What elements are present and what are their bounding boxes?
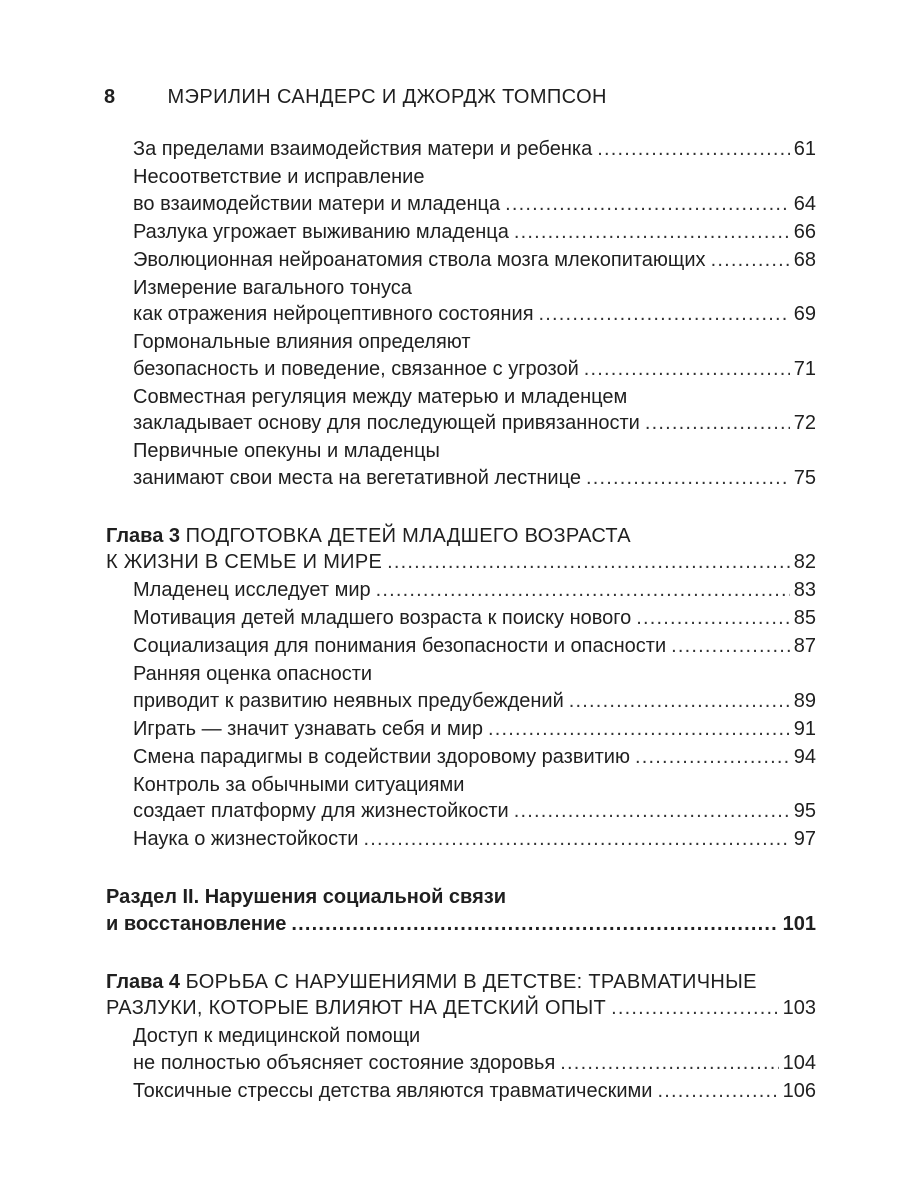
toc-title-line: создает платформу для жизнестойкости xyxy=(133,800,509,822)
toc-line xyxy=(133,826,816,853)
toc-title-line: Раздел II. Нарушения социальной связи xyxy=(106,886,506,908)
toc-page-number: 72 xyxy=(793,412,816,434)
toc-title-text xyxy=(133,277,412,299)
toc-entry[interactable] xyxy=(106,577,816,604)
toc-entry[interactable] xyxy=(106,438,816,491)
dot-leader xyxy=(488,716,790,743)
toc-title-text xyxy=(133,331,471,353)
toc-line xyxy=(133,438,816,465)
dot-leader xyxy=(611,995,779,1022)
toc-line xyxy=(133,136,816,163)
toc-title-text xyxy=(133,744,630,771)
toc-line xyxy=(133,329,816,356)
toc-title-text xyxy=(106,886,506,908)
dot-leader xyxy=(586,465,790,492)
toc-title-line: безопасность и поведение, связанное с угрозой xyxy=(133,357,579,380)
toc-spacer xyxy=(106,854,816,884)
toc-title-text xyxy=(133,1078,652,1105)
toc-title-line: Разлука угрожает выживанию младенца xyxy=(133,220,509,243)
toc-title-line: как отражения нейроцептивного состояния xyxy=(133,303,534,325)
toc-page-number: 68 xyxy=(793,248,816,271)
toc-line xyxy=(133,164,816,191)
toc-entry[interactable] xyxy=(106,744,816,771)
toc-line xyxy=(106,549,816,576)
table-of-contents xyxy=(106,136,816,1106)
toc-line xyxy=(133,275,816,302)
toc-title-line: Эволюционная нейроанатомия ствола мозга млекопитающих xyxy=(133,248,706,271)
toc-title-text xyxy=(133,166,424,188)
toc-title-text xyxy=(133,356,579,383)
toc-title-line: закладывает основу для последующей привязанности xyxy=(133,412,640,434)
dot-leader xyxy=(645,410,790,437)
toc-line xyxy=(133,744,816,771)
toc-page-number: 66 xyxy=(793,220,816,243)
toc-title-line: Токсичные стрессы детства являются травматическими xyxy=(133,1079,653,1102)
toc-entry[interactable] xyxy=(106,1078,816,1105)
toc-entry[interactable] xyxy=(106,633,816,660)
toc-line xyxy=(133,1023,816,1050)
toc-line xyxy=(133,356,816,383)
toc-title-text xyxy=(133,301,534,328)
toc-title-text xyxy=(106,549,382,576)
toc-line xyxy=(106,523,816,550)
dot-leader xyxy=(539,301,790,328)
toc-page-number: 64 xyxy=(793,192,816,215)
toc-page-number: 97 xyxy=(793,828,816,850)
toc-line xyxy=(133,465,816,492)
toc-title-line: Младенец исследует мир xyxy=(133,579,371,601)
toc-title-line: Измерение вагального тонуса xyxy=(133,276,412,299)
toc-line xyxy=(133,1050,816,1077)
toc-title-text xyxy=(133,663,372,685)
running-header xyxy=(104,86,607,109)
toc-line xyxy=(133,191,816,218)
dot-leader xyxy=(671,633,790,660)
toc-spacer xyxy=(106,493,816,523)
toc-line xyxy=(133,301,816,328)
toc-title-line: Доступ к медицинской помощи xyxy=(133,1025,421,1047)
toc-page-number: 71 xyxy=(793,357,816,380)
toc-page-number: 75 xyxy=(793,466,816,489)
toc-title-line: Совместная регуляция между матерью и младенцем xyxy=(133,385,628,408)
toc-page-number: 85 xyxy=(793,607,816,629)
toc-entry[interactable] xyxy=(106,826,816,853)
toc-title-text xyxy=(133,136,592,163)
toc-line xyxy=(106,969,816,996)
toc-line xyxy=(133,661,816,688)
toc-page-number: 104 xyxy=(782,1051,816,1074)
dot-leader xyxy=(635,744,790,771)
toc-entry[interactable] xyxy=(106,136,816,163)
toc-line xyxy=(106,995,816,1022)
toc-title-text xyxy=(106,525,631,547)
toc-page-number: 106 xyxy=(782,1079,816,1102)
dot-leader xyxy=(291,911,778,938)
toc-title-text xyxy=(133,633,666,660)
toc-chapter[interactable] xyxy=(106,523,816,576)
toc-line xyxy=(133,1078,816,1105)
toc-title-line: Первичные опекуны и младенцы xyxy=(133,440,440,462)
toc-title-line: Мотивация детей младшего возраста к поиску нового xyxy=(133,607,632,629)
chapter-label: Глава 4 xyxy=(106,970,181,993)
toc-title-line: ПОДГОТОВКА ДЕТЕЙ МЛАДШЕГО ВОЗРАСТА xyxy=(185,524,631,547)
toc-page-number: 87 xyxy=(793,635,816,657)
toc-entry[interactable] xyxy=(106,275,816,328)
dot-leader xyxy=(657,1078,778,1105)
toc-title-text xyxy=(133,826,358,853)
toc-line xyxy=(133,772,816,799)
toc-title-line: не полностью объясняет состояние здоровья xyxy=(133,1051,556,1074)
toc-title-line: Играть — значит узнавать себя и мир xyxy=(133,717,484,740)
toc-line xyxy=(133,605,816,632)
dot-leader xyxy=(597,136,790,163)
toc-title-line: Социализация для понимания безопасности и опасности xyxy=(133,635,667,657)
toc-spacer xyxy=(106,939,816,969)
toc-page-number: 95 xyxy=(793,800,816,822)
toc-title-text xyxy=(133,410,640,437)
toc-title-line: Ранняя оценка опасности xyxy=(133,663,373,685)
toc-title-line: БОРЬБА С НАРУШЕНИЯМИ В ДЕТСТВЕ: ТРАВМАТИЧНЫЕ xyxy=(185,970,757,993)
toc-page-number: 91 xyxy=(793,717,816,740)
toc-title-text xyxy=(133,577,371,604)
toc-entry[interactable] xyxy=(106,1023,816,1076)
toc-line xyxy=(133,798,816,825)
toc-section[interactable] xyxy=(106,884,816,937)
toc-page-number: 103 xyxy=(782,997,816,1019)
toc-page-number: 82 xyxy=(793,551,816,573)
toc-page-number: 94 xyxy=(793,745,816,768)
toc-title-text xyxy=(133,774,464,796)
book-authors: МЭРИЛИН САНДЕРС И ДЖОРДЖ ТОМПСОН xyxy=(167,86,607,108)
dot-leader xyxy=(387,549,790,576)
toc-title-text xyxy=(133,465,581,492)
toc-page-number: 61 xyxy=(793,138,816,160)
toc-line xyxy=(133,688,816,715)
toc-title-text xyxy=(106,995,606,1022)
toc-entry[interactable] xyxy=(106,716,816,743)
toc-entry[interactable] xyxy=(106,164,816,217)
toc-title-line: К ЖИЗНИ В СЕМЬЕ И МИРЕ xyxy=(106,551,383,573)
toc-title-line: во взаимодействии матери и младенца xyxy=(133,192,501,215)
toc-title-text xyxy=(133,440,440,462)
toc-line xyxy=(133,716,816,743)
toc-page-number: 83 xyxy=(793,579,816,601)
toc-entry[interactable] xyxy=(106,661,816,714)
dot-leader xyxy=(363,826,789,853)
toc-title-line: Наука о жизнестойкости xyxy=(133,828,359,850)
toc-page-number: 101 xyxy=(782,912,816,935)
toc-line xyxy=(133,410,816,437)
toc-title-line: Смена парадигмы в содействии здоровому развитию xyxy=(133,745,630,768)
dot-leader xyxy=(584,356,790,383)
toc-title-line: Несоответствие и исправление xyxy=(133,166,425,188)
dot-leader xyxy=(569,688,790,715)
toc-title-line: Контроль за обычными ситуациями xyxy=(133,773,465,796)
toc-title-text xyxy=(106,911,286,938)
toc-title-line: и восстановление xyxy=(106,912,287,935)
toc-title-text xyxy=(133,1025,420,1047)
toc-title-text xyxy=(133,1050,555,1077)
toc-entry[interactable] xyxy=(106,605,816,632)
toc-title-line: приводит к развитию неявных предубеждений xyxy=(133,689,564,712)
toc-title-line: За пределами взаимодействия матери и ребенка xyxy=(133,138,593,160)
dot-leader xyxy=(376,577,790,604)
toc-title-text xyxy=(133,688,564,715)
toc-title-line: занимают свои места на вегетативной лестнице xyxy=(133,466,581,489)
toc-line xyxy=(133,577,816,604)
toc-page-number: 89 xyxy=(793,689,816,712)
toc-title-text xyxy=(133,716,483,743)
toc-title-text xyxy=(133,386,627,408)
toc-title-line: РАЗЛУКИ, КОТОРЫЕ ВЛИЯЮТ НА ДЕТСКИЙ ОПЫТ xyxy=(106,997,607,1019)
dot-leader xyxy=(636,605,790,632)
dot-leader xyxy=(560,1050,778,1077)
toc-line xyxy=(133,384,816,411)
toc-title-text xyxy=(133,605,631,632)
toc-entry[interactable] xyxy=(106,329,816,382)
toc-entry[interactable] xyxy=(106,219,816,246)
toc-page-number: 69 xyxy=(793,303,816,325)
toc-title-line: Гормональные влияния определяют xyxy=(133,331,471,353)
toc-title-text xyxy=(133,219,509,246)
toc-entry[interactable] xyxy=(106,772,816,825)
toc-line xyxy=(133,247,816,274)
toc-line xyxy=(106,884,816,911)
dot-leader xyxy=(514,798,790,825)
toc-line xyxy=(133,633,816,660)
chapter-label: Глава 3 xyxy=(106,524,181,547)
toc-title-text xyxy=(133,798,509,825)
toc-entry[interactable] xyxy=(106,247,816,274)
toc-title-text xyxy=(133,191,500,218)
dot-leader xyxy=(711,247,790,274)
toc-chapter[interactable] xyxy=(106,969,816,1022)
toc-line xyxy=(106,911,816,938)
page-number: 8 xyxy=(104,86,116,108)
dot-leader xyxy=(505,191,790,218)
toc-title-text xyxy=(106,971,757,993)
dot-leader xyxy=(514,219,790,246)
toc-line xyxy=(133,219,816,246)
toc-entry[interactable] xyxy=(106,384,816,437)
toc-title-text xyxy=(133,247,706,274)
